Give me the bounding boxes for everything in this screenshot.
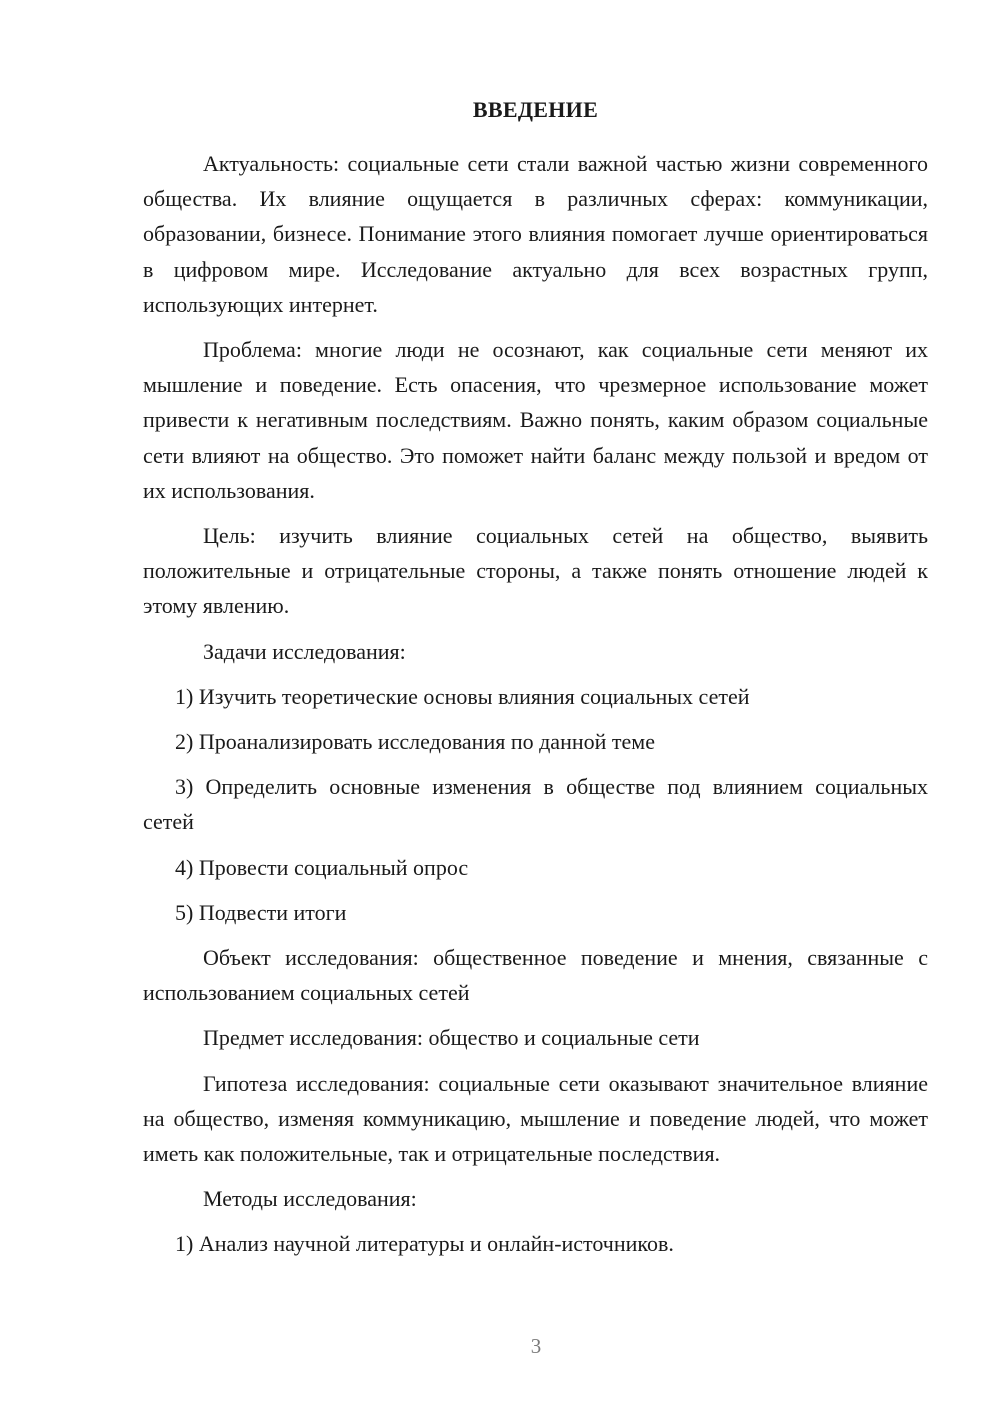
- relevance-paragraph: Актуальность: социальные сети стали важной частью жизни современного общества. Их влияние ощущается в различных сферах: коммуникации, образовании, бизнесе. Понимание этого влияния помогает лучше ориентироваться в цифровом мире. Исследование актуально для всех возрастных групп, использующих интернет.: [143, 151, 928, 317]
- method-item-1: 1) Анализ научной литературы и онлайн-источников.: [175, 1231, 674, 1257]
- section-heading: ВВЕДЕНИЕ: [472, 97, 599, 122]
- hypothesis-paragraph: Гипотеза исследования: социальные сети оказывают значительное влияние на общество, изменяя коммуникацию, мышление и поведение людей, что может иметь как положительные, так и отрицательные последствия.: [143, 1070, 928, 1167]
- task-item-5: 5) Подвести итоги: [175, 899, 347, 925]
- problem-paragraph: Проблема: многие люди не осознают, как социальные сети меняют их мышление и поведение. Есть опасения, что чрезмерное использование может привести к негативным последствиям. Важно понять, каким образом социальные сети влияют на общество. Это поможет найти баланс между пользой и вредом от их использования.: [143, 337, 928, 503]
- methods-title: Методы исследования:: [203, 1186, 417, 1212]
- task-item-3: 3) Определить основные изменения в обществе под влиянием социальных сетей: [143, 774, 928, 835]
- document-page: [143, 96, 928, 1272]
- goal-paragraph: Цель: изучить влияние социальных сетей на общество, выявить положительные и отрицательные стороны, а также понять отношение людей к этому явлению.: [143, 523, 928, 619]
- subject-paragraph: Предмет исследования: общество и социальные сети: [203, 1025, 700, 1051]
- object-paragraph: Объект исследования: общественное поведение и мнения, связанные с использованием социальных сетей: [143, 945, 928, 1006]
- task-item-2: 2) Проанализировать исследования по данной теме: [175, 729, 655, 755]
- page-number: 3: [530, 1334, 542, 1358]
- task-item-1: 1) Изучить теоретические основы влияния социальных сетей: [175, 683, 750, 709]
- task-item-4: 4) Провести социальный опрос: [175, 854, 469, 880]
- tasks-title: Задачи исследования:: [203, 638, 406, 664]
